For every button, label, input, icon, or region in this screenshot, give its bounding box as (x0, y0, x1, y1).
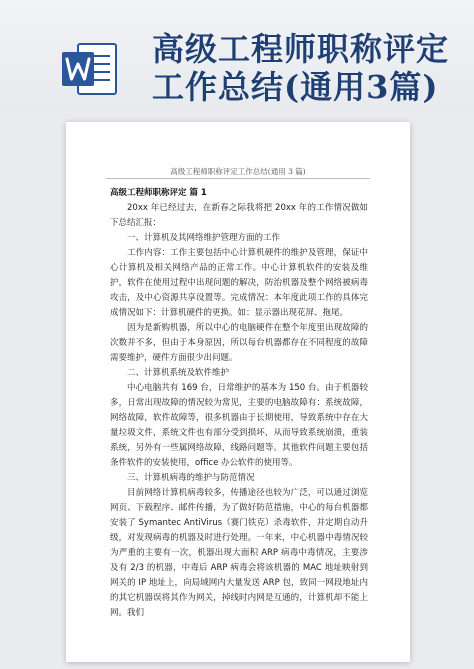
section-heading: 二、计算机系统及软件维护 (127, 368, 230, 378)
word-document-icon (60, 40, 118, 98)
document-heading: 高级工程师职称评定 篇 1 (110, 188, 207, 198)
header-rule (106, 178, 370, 179)
document-page (66, 122, 410, 662)
running-head: 高级工程师职称评定工作总结(通用 3 篇) (170, 167, 306, 176)
paragraph: 20xx 年已经过去，在新春之际我将把 20xx 年的工作情况做如下总结汇报： (110, 203, 368, 228)
section-heading: 三、计算机病毒的维护与防范情况 (127, 473, 255, 483)
paragraph: 中心电脑共有 169 台，日常维护的基本为 150 台。由于机器较多，日常出现故障的情况较为常见，主要的电脑故障有：系统故障，网络故障，软件故障等，很多机器由于长期使用，导致系统中存在大量垃圾文件，系统文件也有部分受到损坏，从而导致系统崩溃，重装系统，另外有一些属网络故障，线路问题等。其他软件问题主要包括条件软件的安装使用，office 办公软件的使用等。 (110, 383, 368, 468)
paragraph: 目前网络计算机病毒较多，传播途径也较为广泛，可以通过浏览网页、下载程序、邮件传播，为了做好防范措施，中心的每台机器都安装了 Symantec AntiVirus（赛门铁克）杀毒软件，并定期自动升级，对发现病毒的机器及时进行处理。一年来，中心机器中毒情况较为严重的主要有一次，机器出现大面积 ARP 病毒中毒情况，主要涉及有 2/3 的机器，中毒后 ARP 病毒会将该机器的 MAC 地址映射到网关的 IP 地址上，向局域网内大量发送 ARP 包，致同一网段地址内的其它机器误将其作为网关，掉线时内网是互通的，计算机却不能上网。我们 (110, 488, 368, 618)
paragraph: 因为是新购机器，所以中心的电脑硬件在整个年度里出现故障的次数并不多，但由于本身原因，所以每台机器都存在不同程度的故障需要维护，硬件方面很少出问题。 (110, 323, 368, 363)
banner (0, 0, 474, 112)
document-body (110, 186, 368, 621)
section-heading: 一、计算机及其网络维护管理方面的工作 (127, 233, 281, 243)
paragraph: 工作内容：工作主要包括中心计算机硬件的维护及管理，保证中心计算机及相关网络产品的正常工作。中心计算机软件的安装及维护，软件在使用过程中出现问题的解决，防治机器及整个网络被病毒攻击，及中心资源共享设置等。完成情况：本年度此项工作的具体完成情况如下：计算机硬件的更换。如：显示器出现花屏、拖尾。 (110, 248, 368, 318)
page-title: 高级工程师职称评定工作总结(通用3篇) (152, 30, 450, 106)
